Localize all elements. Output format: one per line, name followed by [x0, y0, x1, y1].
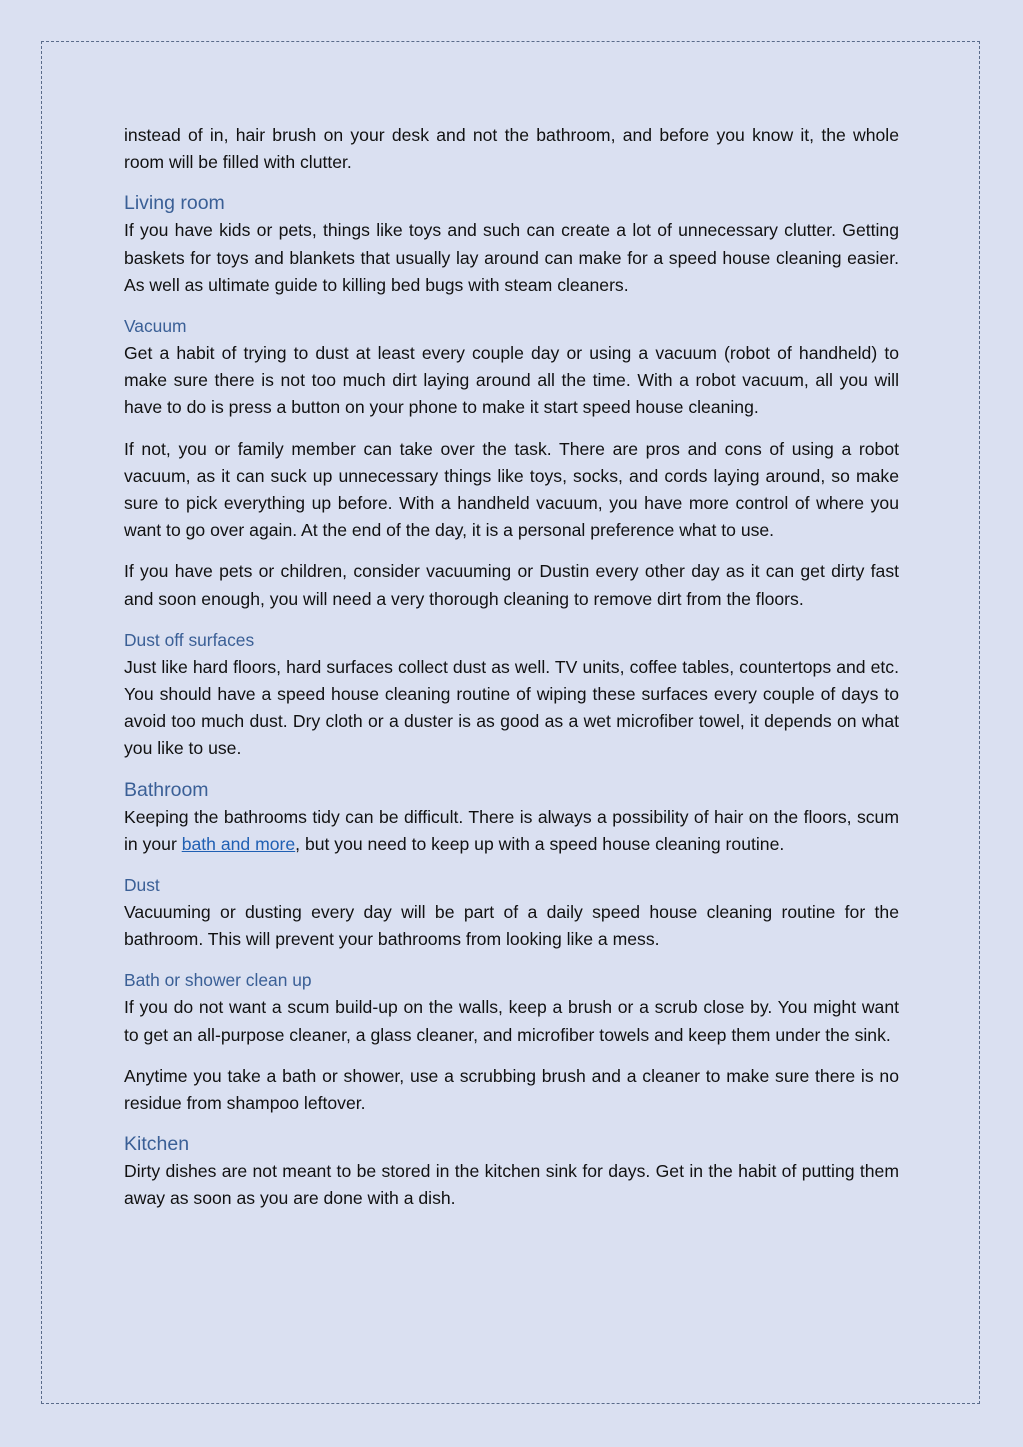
bath-shower-paragraph-2: Anytime you take a bath or shower, use a scrubbing brush and a cleaner to make sure there is no residue from shampoo leftover. — [124, 1065, 899, 1114]
heading-dust-off-surfaces: Dust off surfaces — [124, 629, 255, 650]
dust-paragraph: Vacuuming or dusting every day will be part of a daily speed house cleaning routine for the bathroom. This will prevent your bathrooms from looking like a mess. — [124, 902, 899, 950]
vacuum-paragraph-2: If not, you or family member can take over the task. There are pros and cons of using a robot vacuum, as it can suck up unnecessary things like toys, socks, and cords laying around, so make sure to pick everything up before. With a handheld vacuum, you have more control of where you want to go over again. At the end of the day, it is a personal preference what to use. — [124, 438, 899, 541]
heading-vacuum: Vacuum — [124, 316, 187, 337]
bath-and-more-link[interactable]: bath and more — [181, 833, 296, 854]
living-room-paragraph: If you have kids or pets, things like toys and such can create a lot of unnecessary clutter. Getting baskets for toys and blankets that usually lay around can make for a speed house cleaning easier. As well as ultimate guide to killing bed bugs with steam cleaners. — [124, 220, 899, 295]
heading-dust: Dust — [124, 875, 160, 896]
dust-off-paragraph: Just like hard floors, hard surfaces collect dust as well. TV units, coffee tables, countertops and etc. You should have a speed house cleaning routine of wiping these surfaces every couple of days to avoid too much dust. Dry cloth or a duster is as good as a wet microfiber towel, it depends on what you like to use. — [124, 656, 899, 759]
heading-living-room: Living room — [124, 192, 225, 215]
bathroom-text-before: Keeping the bathrooms tidy can be difficult. There is always a possibility of hair on the floors, scum in your — [124, 806, 899, 854]
vacuum-paragraph-1: Get a habit of trying to dust at least every couple day or using a vacuum (robot of handheld) to make sure there is not too much dirt laying around all the time. With a robot vacuum, all you will have to do is press a button on your phone to make it start speed house cleaning. — [124, 343, 899, 418]
kitchen-paragraph: Dirty dishes are not meant to be stored in the kitchen sink for days. Get in the habit of putting them away as soon as you are done with a dish. — [124, 1161, 899, 1209]
bath-shower-paragraph-1: If you do not want a scum build-up on the walls, keep a brush or a scrub close by. You might want to get an all-purpose cleaner, a glass cleaner, and microfiber towels and keep them under the sink. — [124, 997, 899, 1045]
document-body — [124, 122, 899, 1227]
heading-kitchen: Kitchen — [124, 1133, 190, 1156]
heading-bath-shower: Bath or shower clean up — [124, 970, 312, 991]
heading-bathroom: Bathroom — [124, 778, 209, 801]
bathroom-text-after: , but you need to keep up with a speed house cleaning routine. — [295, 833, 785, 854]
bathroom-paragraph — [124, 804, 899, 858]
vacuum-paragraph-3: If you have pets or children, consider vacuuming or Dustin every other day as it can get dirty fast and soon enough, you will need a very thorough cleaning to remove dirt from the floors. — [124, 561, 899, 609]
intro-paragraph: instead of in, hair brush on your desk and not the bathroom, and before you know it, the whole room will be filled with clutter. — [124, 125, 899, 173]
